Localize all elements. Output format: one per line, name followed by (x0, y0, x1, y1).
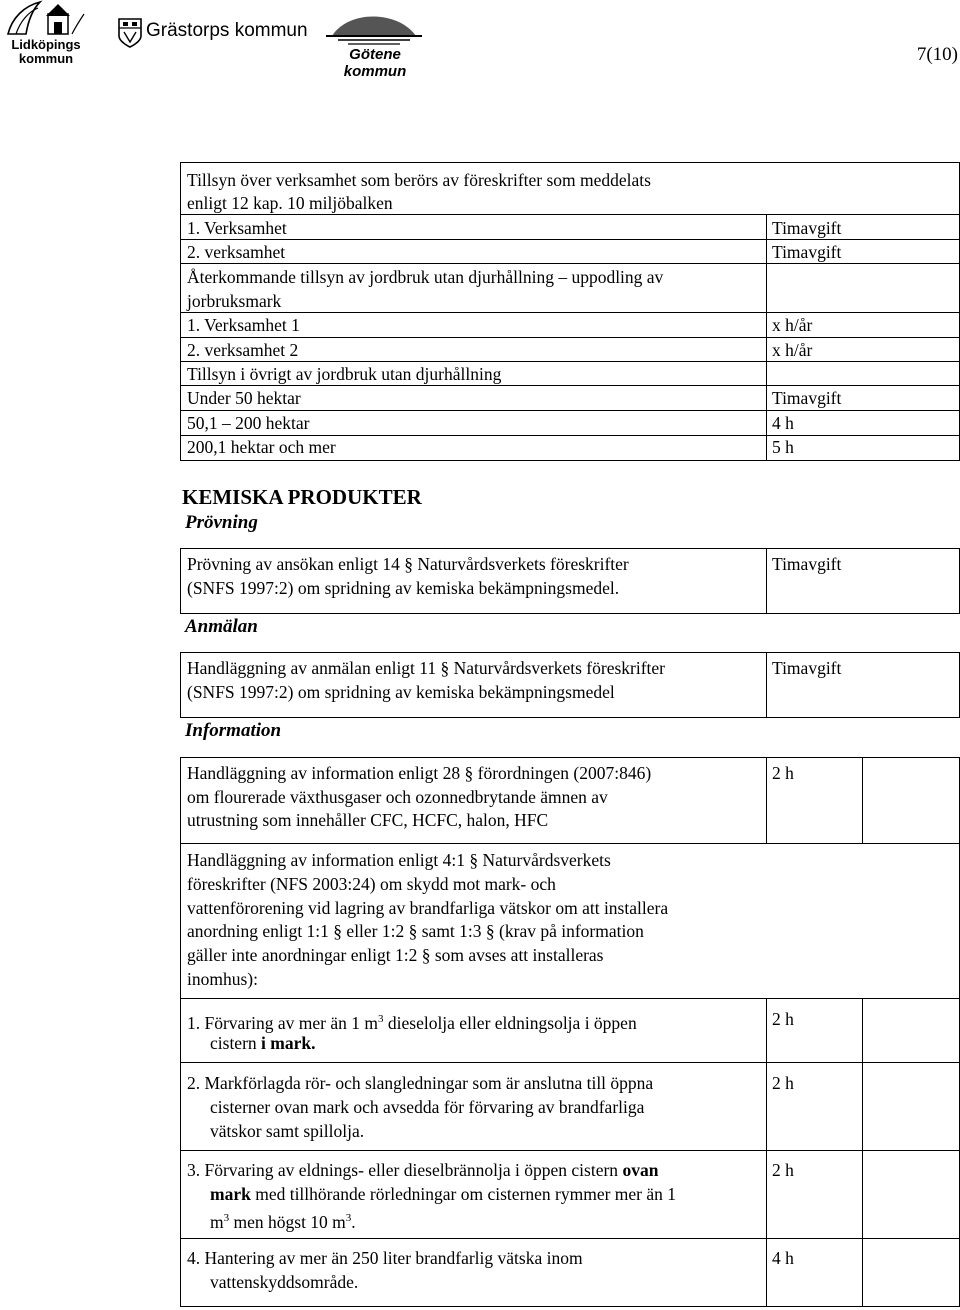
box-rule (180, 1150, 960, 1151)
info-b-line: gäller inte anordningar enligt 1:2 § som avses att installeras (187, 945, 604, 965)
sub4-value: 4 h (772, 1248, 794, 1268)
table-row-label: 50,1 – 200 hektar (187, 413, 310, 433)
page-number: 7(10) (916, 44, 958, 65)
table-rule (180, 263, 960, 264)
section-heading: KEMISKA PRODUKTER (182, 485, 422, 509)
gotene-logo-text: Götene kommun (343, 46, 407, 80)
page-header (0, 0, 960, 80)
superscript: 3 (223, 1212, 230, 1224)
sub2-value: 2 h (772, 1073, 794, 1093)
sub3-bold-text: mark (210, 1184, 251, 1204)
sub4-line: vattenskyddsområde. (210, 1272, 359, 1292)
table-col-divider (766, 263, 767, 461)
box-rule (180, 998, 960, 999)
sub1-text: dieselolja eller eldningsolja i öppen (383, 1012, 637, 1033)
info-a-line: om flourerade växthusgaser och ozonnedbrytande ämnen av (187, 787, 608, 807)
provning-text-line: Prövning av ansökan enligt 14 § Naturvårdsverkets föreskrifter (187, 554, 629, 574)
sub3-value: 2 h (772, 1160, 794, 1180)
sub3-line (210, 1182, 676, 1206)
box-col-divider (766, 757, 767, 843)
sub1-text: cistern (210, 1033, 262, 1053)
lidkoping-emblem-icon (2, 0, 86, 40)
box-col-divider (766, 998, 767, 1307)
box-rule (180, 1238, 960, 1239)
sub3-text: men högst 10 m (229, 1211, 346, 1232)
table-rule (180, 239, 960, 240)
info-b-line: vattenförorening vid lagring av brandfarliga vätskor om att installera (187, 898, 669, 918)
table-row-label: jorbruksmark (187, 291, 282, 311)
table-col-divider (766, 214, 767, 263)
table-row-value: 5 h (772, 437, 794, 457)
sub1-bold-text: i mark. (261, 1033, 316, 1053)
subheading-provning: Prövning (185, 512, 258, 533)
sub1-value: 2 h (772, 1009, 794, 1029)
sub3-text: med tillhörande rörledningar om cisternen rymmer mer än 1 (250, 1184, 677, 1204)
info-b-line: inomhus): (187, 969, 258, 989)
table-row-label: 2. verksamhet 2 (187, 340, 299, 360)
table-row-label: Återkommande tillsyn av jordbruk utan djurhållning – uppodling av (187, 267, 664, 287)
table-row-label: Tillsyn i övrigt av jordbruk utan djurhållning (187, 364, 502, 384)
info-a-line: utrustning som innehåller CFC, HCFC, halon, HFC (187, 810, 549, 830)
sub3-text: 3. Förvaring av eldnings- eller dieselbrännolja i öppen cistern (187, 1160, 623, 1180)
sub3-text: . (351, 1211, 356, 1232)
table-row-label: 1. Verksamhet (187, 218, 287, 238)
info-b-line: anordning enligt 1:1 § eller 1:2 § samt 1:3 § (krav på information (187, 921, 644, 941)
table-row-label: Tillsyn över verksamhet som berörs av föreskrifter som meddelats (187, 170, 651, 190)
sub1-line (210, 1031, 315, 1055)
table-row-value: Timavgift (772, 218, 842, 238)
sub2-line: 2. Markförlagda rör- och slangledningar som är anslutna till öppna (187, 1073, 654, 1093)
table-row-value: Timavgift (772, 242, 842, 262)
table-row-label: Under 50 hektar (187, 388, 301, 408)
sub1-text: 1. Förvaring av mer än 1 m (187, 1012, 378, 1033)
table-row-label: 1. Verksamhet 1 (187, 315, 300, 335)
table-row-label: 200,1 hektar och mer (187, 437, 336, 457)
sub3-line (187, 1158, 658, 1182)
superscript: 3 (345, 1212, 352, 1224)
box-rule (180, 1062, 960, 1063)
subheading-anmalan: Anmälan (185, 616, 258, 637)
anmalan-value: Timavgift (772, 658, 842, 678)
table-row-label: enligt 12 kap. 10 miljöbalken (187, 193, 393, 213)
info-a-value: 2 h (772, 763, 794, 783)
box-col-divider (862, 757, 863, 843)
grastorp-logo-text: Grästorps kommun (146, 20, 308, 41)
sub3-text: m (210, 1211, 224, 1232)
anmalan-text-line: (SNFS 1997:2) om spridning av kemiska bekämpningsmedel (187, 682, 615, 702)
table-row-label: 2. verksamhet (187, 242, 286, 262)
sub3-line (210, 1206, 356, 1234)
lidkoping-logo-text: Lidköpings kommun (11, 37, 81, 66)
table-row-value: Timavgift (772, 388, 842, 408)
grastorp-shield-icon (118, 18, 142, 48)
provning-value: Timavgift (772, 554, 842, 574)
sub2-line: vätskor samt spillolja. (210, 1121, 365, 1141)
lidkoping-logo (2, 0, 86, 68)
info-b-line: Handläggning av information enligt 4:1 § Naturvårdsverkets (187, 850, 611, 870)
table-row-value: x h/år (772, 315, 813, 335)
box-rule (180, 843, 960, 844)
sub4-line: 4. Hantering av mer än 250 liter brandfarlig vätska inom (187, 1248, 583, 1268)
sub2-line: cisterner ovan mark och avsedda för förvaring av brandfarliga (210, 1097, 645, 1117)
box-col-divider (766, 548, 767, 614)
gotene-emblem-icon (318, 6, 430, 46)
info-a-line: Handläggning av information enligt 28 § förordningen (2007:846) (187, 763, 652, 783)
superscript: 3 (378, 1013, 384, 1025)
anmalan-text-line: Handläggning av anmälan enligt 11 § Naturvårdsverkets föreskrifter (187, 658, 666, 678)
info-b-line: föreskrifter (NFS 2003:24) om skydd mot mark- och (187, 874, 556, 894)
table-row-value: 4 h (772, 413, 794, 433)
subheading-information: Information (185, 720, 282, 741)
box-col-divider (862, 998, 863, 1307)
box-col-divider (766, 652, 767, 718)
table-row-value: x h/år (772, 340, 813, 360)
gotene-logo (318, 6, 430, 80)
provning-text-line: (SNFS 1997:2) om spridning av kemiska bekämpningsmedel. (187, 578, 620, 598)
sub3-bold-text: ovan (622, 1160, 659, 1180)
